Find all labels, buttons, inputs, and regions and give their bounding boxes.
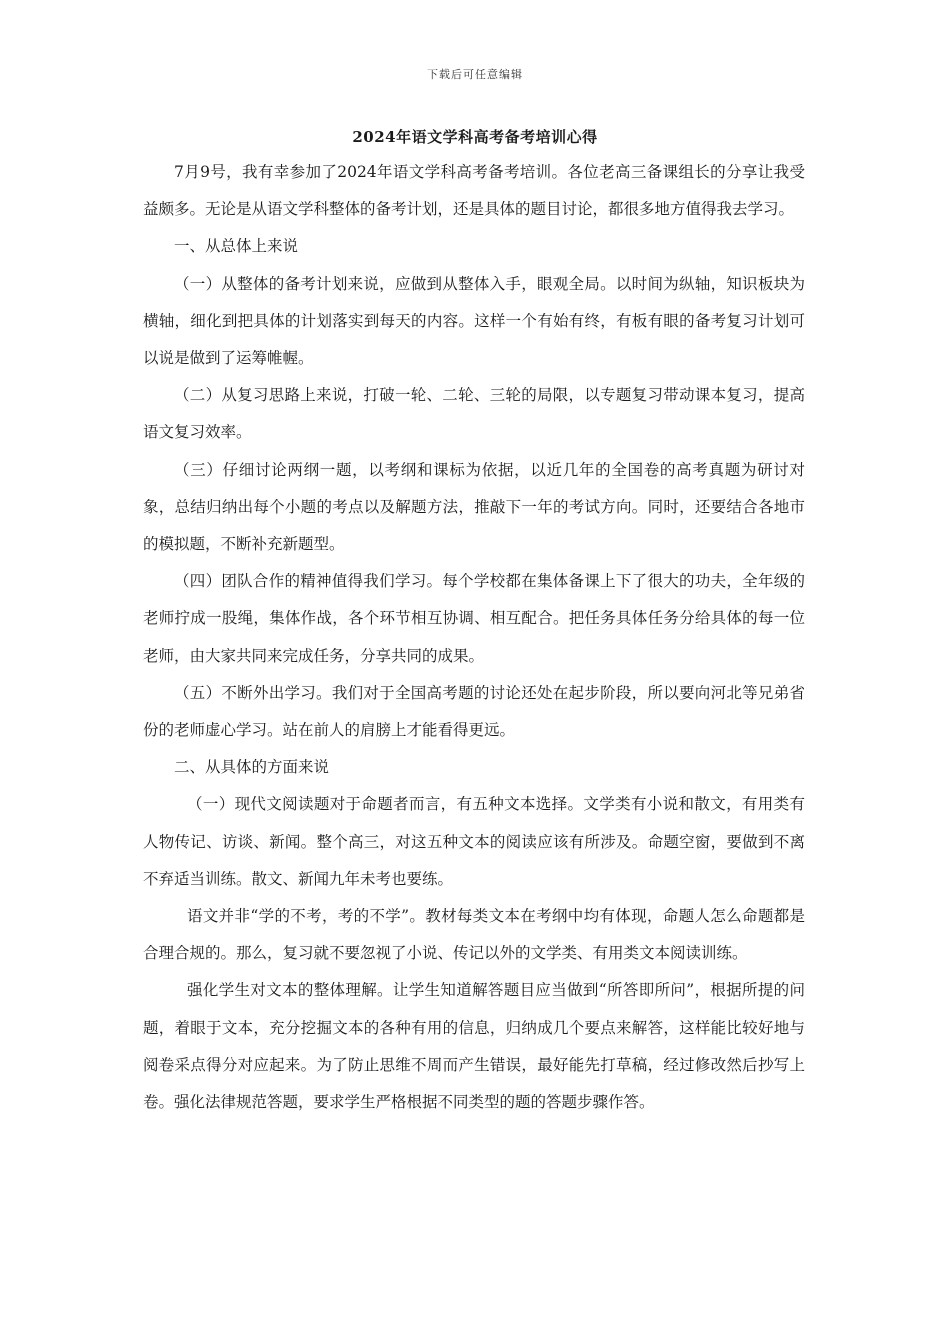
- paragraph-1-2: （二）从复习思路上来说，打破一轮、二轮、三轮的局限，以专题复习带动课本复习，提高语文复习效率。: [143, 386, 805, 442]
- paragraph-2-2: 语文并非“学的不考，考的不学”。教材每类文本在考纲中均有体现，命题人怎么命题都是合理合规的。那么，复习就不要忽视了小说、传记以外的文学类、有用类文本阅读训练。: [143, 907, 805, 963]
- paragraph-1-5: （五）不断外出学习。我们对于全国高考题的讨论还处在起步阶段，所以要向河北等兄弟省份的老师虚心学习。站在前人的肩膀上才能看得更远。: [143, 683, 805, 740]
- paragraph-1-1: （一）从整体的备考计划来说，应做到从整体入手，眼观全局。以时间为纵轴，知识板块为横轴，细化到把具体的计划落实到每天的内容。这样一个有始有终，有板有眼的备考复习计划可以说是做到了运筹帷幄。: [143, 274, 805, 368]
- paragraph-2-1: （一）现代文阅读题对于命题者而言，有五种文本选择。文学类有小说和散文，有用类有人物传记、访谈、新闻。整个高三，对这五种文本的阅读应该有所涉及。命题空窗，要做到不离不弃适当训练。散文、新闻九年未考也要练。: [143, 795, 805, 888]
- section-heading-2: 二、从具体的方面来说: [174, 758, 330, 777]
- paragraph-1-3: （三）仔细讨论两纲一题，以考纲和课标为依据，以近几年的全国卷的高考真题为研讨对象，总结归纳出每个小题的考点以及解题方法，推敲下一年的考试方向。同时，还要结合各地市的模拟题，不断补充新题型。: [143, 460, 805, 554]
- paragraph-intro: 7月9号，我有幸参加了2024年语文学科高考备考培训。各位老高三备课组长的分享让我受益颇多。无论是从语文学科整体的备考计划，还是具体的题目讨论，都很多地方值得我去学习。: [143, 163, 805, 219]
- section-heading-1: 一、从总体上来说: [174, 237, 299, 256]
- header-note: 下载后可任意编辑: [427, 68, 523, 81]
- document-body: [143, 154, 805, 1121]
- document-title: 2024年语文学科高考备考培训心得: [352, 128, 598, 146]
- paragraph-1-4: （四）团队合作的精神值得我们学习。每个学校都在集体备课上下了很大的功夫，全年级的老师拧成一股绳，集体作战，各个环节相互协调、相互配合。把任务具体任务分给具体的每一位老师，由大家共同来完成任务，分享共同的成果。: [143, 572, 805, 665]
- paragraph-2-3: 强化学生对文本的整体理解。让学生知道解答题目应当做到“所答即所问”，根据所提的问题，着眼于文本，充分挖掘文本的各种有用的信息，归纳成几个要点来解答，这样能比较好地与阅卷采点得分对应起来。为了防止思维不周而产生错误，最好能先打草稿，经过修改然后抄写上卷。强化法律规范答题，要求学生严格根据不同类型的题的答题步骤作答。: [143, 981, 805, 1112]
